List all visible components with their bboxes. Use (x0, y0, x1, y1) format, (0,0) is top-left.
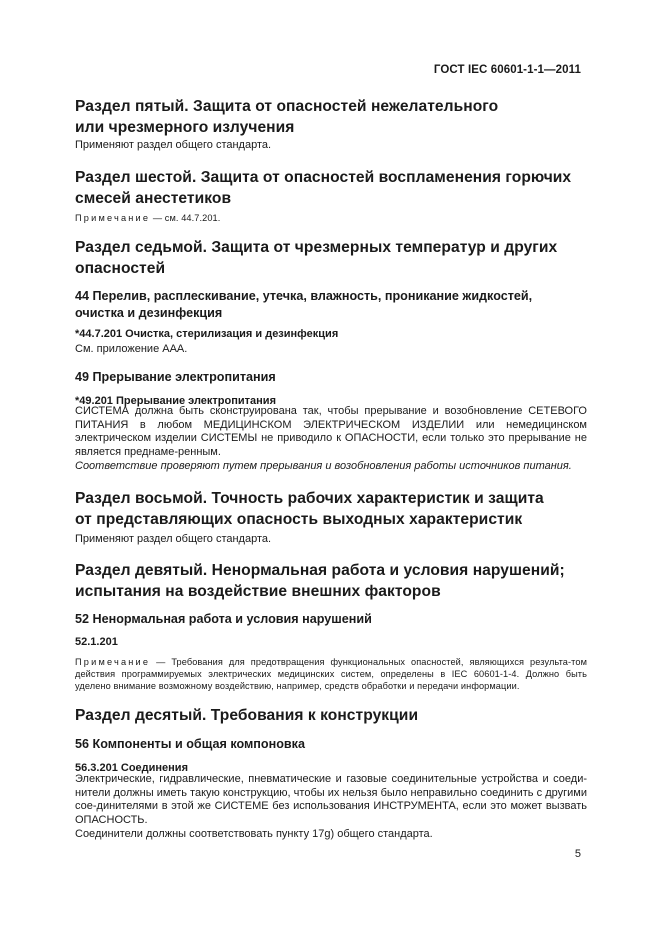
section-8-title-line1: Раздел восьмой. Точность рабочих характеристик и защита (75, 490, 544, 507)
clause-44-title-line2: очистка и дезинфекция (75, 306, 223, 320)
section-6-title-line2: смесей анестетиков (75, 190, 232, 207)
section-9-heading (75, 560, 595, 602)
section-6-heading (75, 167, 595, 209)
page-number: 5 (574, 848, 581, 860)
subclause-56-3-201-paragraph-2: Соединители должны соответствовать пункту 17g) общего стандарта. (75, 828, 433, 840)
section-5-title-line1: Раздел пятый. Защита от опасностей нежелательного (75, 98, 499, 115)
clause-44-heading (75, 288, 595, 322)
subclause-56-3-201-paragraph: Электрические, гидравлические, пневматические и газовые соединительные устройства и соеди-нители должны иметь такую конструкцию, чтобы их нельзя было неправильно соединить с другими сое-динителями в этой же СИСТЕМЕ без использования ИНСТРУМЕНТА, если это может вызвать ОПАСНОСТЬ. (75, 773, 587, 826)
section-5-heading (75, 96, 595, 138)
subclause-49-201-compliance: Соответствие проверяют путем прерывания и возобновления работы источников питания. (75, 460, 572, 472)
subclause-44-7-201-text: См. приложение ААА. (75, 343, 188, 355)
subclause-52-1-201-note (75, 656, 587, 692)
clause-56-heading: 56 Компоненты и общая компоновка (75, 737, 305, 751)
subclause-44-7-201-title: *44.7.201 Очистка, стерилизация и дезинфекция (75, 328, 339, 340)
section-7-title-line2: опасностей (75, 260, 166, 277)
clause-52-heading: 52 Ненормальная работа и условия нарушений (75, 612, 372, 626)
section-8-title-line2: от представляющих опасность выходных характеристик (75, 511, 523, 528)
section-9-title-line1: Раздел девятый. Ненормальная работа и условия нарушений; (75, 562, 565, 579)
note-label: Примечание (75, 657, 151, 667)
note-text: — Требования для предотвращения функциональных опасностей, являющихся результа-том действия программируемых электрических медицинских систем, определены в IEC 60601-1-4. Должно быть уделено внимание возможному воздействию, например, средств обработки и передачи информации. (75, 657, 587, 691)
subclause-56-3-201-title: 56.3.201 Соединения (75, 762, 188, 774)
note-text: — см. 44.7.201. (150, 213, 221, 223)
section-7-title-line1: Раздел седьмой. Защита от чрезмерных температур и других (75, 239, 558, 256)
subclause-49-201-paragraph (75, 405, 587, 459)
clause-44-title-line1: 44 Перелив, расплескивание, утечка, влажность, проникание жидкостей, (75, 289, 533, 303)
clause-49-heading: 49 Прерывание электропитания (75, 370, 276, 384)
note-label: Примечание (75, 213, 151, 223)
document-header: ГОСТ IEC 60601-1-1—2011 (433, 64, 581, 76)
section-8-heading (75, 488, 595, 530)
section-8-text: Применяют раздел общего стандарта. (75, 533, 272, 545)
section-5-text: Применяют раздел общего стандарта. (75, 139, 272, 151)
section-5-title-line2: или чрезмерного излучения (75, 119, 295, 136)
section-9-title-line2: испытания на воздействие внешних факторов (75, 583, 441, 600)
section-6-title-line1: Раздел шестой. Защита от опасностей воспламенения горючих (75, 169, 572, 186)
paragraph-text: СИСТЕМА должна быть сконструирована так, чтобы прерывание и возобновление СЕТЕВОГО ПИТАНИЯ в любом МЕДИЦИНСКОМ ЭЛЕКТРИЧЕСКОМ ИЗДЕЛИИ или немедицинском электрическом изделии СИСТЕМЫ не приводило к ОПАСНОСТИ, если только это прерывание не является преднаме-ренным. (75, 405, 587, 458)
subclause-52-1-201-title: 52.1.201 (75, 636, 118, 648)
section-7-heading (75, 237, 595, 279)
section-6-note (75, 212, 587, 224)
subclause-49-201-title: *49.201 Прерывание электропитания (75, 395, 276, 407)
section-10-heading: Раздел десятый. Требования к конструкции (75, 707, 419, 724)
